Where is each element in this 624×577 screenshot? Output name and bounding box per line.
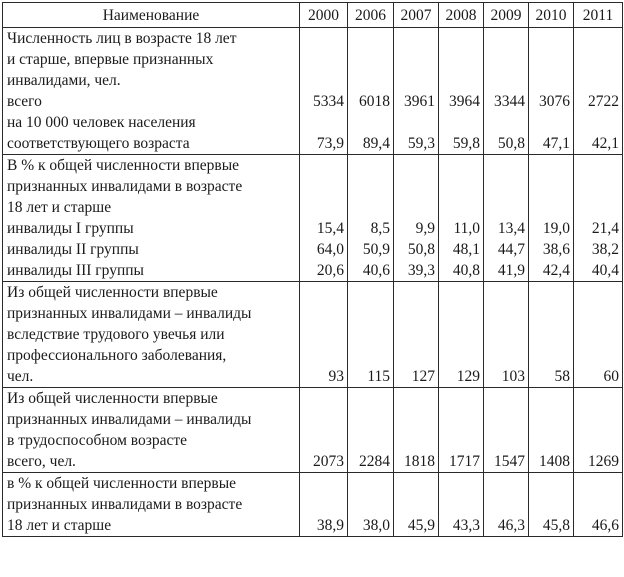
value: [577, 473, 619, 494]
column-header-year: 2010: [529, 3, 574, 28]
value: 1408: [539, 453, 570, 470]
value: [351, 473, 390, 494]
value: 127: [411, 368, 435, 385]
value: [487, 70, 525, 91]
value-cell: [484, 473, 529, 537]
value: 50,8: [497, 135, 525, 152]
value: [487, 155, 525, 176]
row-label-line: 18 лет и старше: [7, 517, 112, 534]
value: [351, 303, 390, 324]
value-cell: [574, 388, 623, 473]
value: [351, 112, 390, 133]
value: 129: [456, 368, 480, 385]
row-label-line: В % к общей численности впервые: [7, 157, 240, 174]
row-label-line: 18 лет и старше: [7, 199, 112, 216]
value: [397, 388, 435, 409]
value: [577, 197, 619, 218]
value-cell: [394, 388, 439, 473]
value: [397, 176, 435, 197]
value: [487, 430, 525, 451]
value: [442, 282, 480, 303]
value: 42,4: [542, 262, 570, 279]
value-cell: [394, 28, 439, 155]
column-header-year: 2011: [574, 3, 623, 28]
value-cell: [574, 155, 623, 282]
value: 59,3: [407, 135, 435, 152]
value-cell: [439, 155, 484, 282]
value: [303, 112, 344, 133]
value-cell: [348, 388, 394, 473]
row-label-line: в % к общей численности впервые: [7, 475, 236, 492]
value: 40,6: [362, 262, 390, 279]
value: [442, 49, 480, 70]
value-cell: [348, 282, 394, 388]
value: [577, 70, 619, 91]
value: [303, 70, 344, 91]
value: [442, 324, 480, 345]
value: [532, 409, 570, 430]
row-label-line: всего: [7, 93, 42, 110]
value: [487, 388, 525, 409]
value-cell: [300, 282, 348, 388]
value: [577, 28, 619, 49]
value: [487, 282, 525, 303]
value: [532, 70, 570, 91]
row-label-line: и старше, впервые признанных: [7, 51, 214, 68]
value: [532, 155, 570, 176]
row-label-line: инвалиды III группы: [7, 262, 144, 279]
value: [532, 176, 570, 197]
value: [532, 388, 570, 409]
row-label-line: профессионального заболевания,: [7, 347, 227, 364]
row-label-line: признанных инвалидами в возрасте: [7, 496, 243, 513]
value-cell: [529, 473, 574, 537]
value: [577, 430, 619, 451]
value-cell: [439, 282, 484, 388]
row-label-line: инвалиды I группы: [7, 220, 134, 237]
value: 115: [367, 368, 390, 385]
column-header-year: 2000: [300, 3, 348, 28]
value: [577, 494, 619, 515]
value: 38,6: [542, 241, 570, 258]
value: [442, 303, 480, 324]
value-cell: [348, 473, 394, 537]
value: 40,8: [452, 262, 480, 279]
value: [351, 49, 390, 70]
value: [532, 282, 570, 303]
value: [303, 430, 344, 451]
value-cell: [484, 388, 529, 473]
value: 11,0: [453, 220, 480, 237]
value: 47,1: [542, 135, 570, 152]
value: [532, 197, 570, 218]
value: 103: [501, 368, 525, 385]
value: [351, 176, 390, 197]
value: [577, 49, 619, 70]
value: [351, 155, 390, 176]
value: [487, 49, 525, 70]
table-row: [3, 388, 623, 473]
value: 38,2: [591, 241, 619, 258]
value: [397, 409, 435, 430]
value-cell: [439, 473, 484, 537]
value-cell: [348, 155, 394, 282]
value: [303, 303, 344, 324]
value: 21,4: [591, 220, 619, 237]
value: [487, 345, 525, 366]
value: [351, 282, 390, 303]
value: [577, 155, 619, 176]
value: [487, 28, 525, 49]
value: [442, 388, 480, 409]
value: 3961: [404, 93, 435, 110]
value-cell: [484, 282, 529, 388]
value: 5334: [313, 93, 344, 110]
value: 1547: [494, 453, 525, 470]
value: [351, 388, 390, 409]
value: 60: [603, 368, 619, 385]
value: [487, 494, 525, 515]
value: [577, 282, 619, 303]
value-cell: [529, 282, 574, 388]
value-cell: [439, 28, 484, 155]
row-label-line: вследствие трудового увечья или: [7, 326, 225, 343]
value: 1269: [588, 453, 619, 470]
value: [442, 473, 480, 494]
row-label-line: Из общей численности впервые: [7, 390, 218, 407]
value: [351, 430, 390, 451]
value-cell: [439, 388, 484, 473]
table-row: [3, 155, 623, 282]
value: [351, 345, 390, 366]
value: [351, 494, 390, 515]
value: 38,0: [362, 517, 390, 534]
value: 45,8: [542, 517, 570, 534]
row-label-line: чел.: [7, 368, 34, 385]
value: 50,8: [407, 241, 435, 258]
value: 6018: [359, 93, 390, 110]
value: [577, 303, 619, 324]
value: [303, 155, 344, 176]
value: 46,3: [497, 517, 525, 534]
value: [397, 155, 435, 176]
value: 20,6: [316, 262, 344, 279]
value: 2722: [588, 93, 619, 110]
value: 73,9: [316, 135, 344, 152]
value: [532, 345, 570, 366]
value: [397, 303, 435, 324]
value: 48,1: [452, 241, 480, 258]
row-label-line: инвалидами, чел.: [7, 72, 121, 89]
row-label-line: инвалиды II группы: [7, 241, 139, 258]
value: 9,9: [415, 220, 435, 237]
value: [442, 28, 480, 49]
value: [397, 197, 435, 218]
value: [303, 176, 344, 197]
value: [532, 473, 570, 494]
row-label-line: Численность лиц в возрасте 18 лет: [7, 30, 237, 47]
value: [397, 70, 435, 91]
value: [577, 345, 619, 366]
value: [303, 388, 344, 409]
value: 1717: [449, 453, 480, 470]
row-label: [3, 473, 300, 537]
statistics-table: [2, 2, 623, 537]
value: [442, 155, 480, 176]
value: 41,9: [497, 262, 525, 279]
value: [303, 345, 344, 366]
value: 43,3: [452, 517, 480, 534]
value: 64,0: [316, 241, 344, 258]
value-cell: [394, 282, 439, 388]
column-header-year: 2007: [394, 3, 439, 28]
value-cell: [394, 473, 439, 537]
value: [577, 409, 619, 430]
value: [487, 324, 525, 345]
header-row: [3, 3, 623, 28]
table-row: [3, 28, 623, 155]
value: 59,8: [452, 135, 480, 152]
table-row: [3, 282, 623, 388]
value: [351, 197, 390, 218]
value: 3076: [539, 93, 570, 110]
row-label-line: признанных инвалидами – инвалиды: [7, 411, 252, 428]
value: [397, 430, 435, 451]
value: [442, 345, 480, 366]
value: [487, 473, 525, 494]
value-cell: [529, 28, 574, 155]
value: [303, 282, 344, 303]
value: 2284: [359, 453, 390, 470]
value: 89,4: [362, 135, 390, 152]
value: [303, 28, 344, 49]
value: 46,6: [591, 517, 619, 534]
row-label: [3, 388, 300, 473]
column-header-name: Наименование: [3, 3, 300, 28]
value-cell: [484, 155, 529, 282]
value: [303, 494, 344, 515]
value: 3964: [449, 93, 480, 110]
column-header-year: 2006: [348, 3, 394, 28]
value: 1818: [404, 453, 435, 470]
row-label-line: на 10 000 человек населения: [7, 114, 196, 131]
value: [487, 409, 525, 430]
value: [442, 494, 480, 515]
value: [532, 49, 570, 70]
value: [577, 324, 619, 345]
value: 19,0: [542, 220, 570, 237]
value: [303, 473, 344, 494]
value: 38,9: [316, 517, 344, 534]
value: [303, 197, 344, 218]
value: [442, 430, 480, 451]
value: 42,1: [591, 135, 619, 152]
row-label: [3, 28, 300, 155]
value: 58: [554, 368, 570, 385]
value: [577, 176, 619, 197]
value: 50,9: [362, 241, 390, 258]
value: [351, 409, 390, 430]
value: [397, 28, 435, 49]
value: [442, 176, 480, 197]
value: [487, 197, 525, 218]
row-label-line: Из общей численности впервые: [7, 284, 218, 301]
value-cell: [300, 473, 348, 537]
value: [532, 494, 570, 515]
value: 2073: [313, 453, 344, 470]
value: [532, 303, 570, 324]
value: [397, 473, 435, 494]
value: [351, 70, 390, 91]
value: 93: [328, 368, 344, 385]
value: 44,7: [497, 241, 525, 258]
row-label-line: всего, чел.: [7, 453, 76, 470]
row-label-line: признанных инвалидами в возрасте: [7, 178, 243, 195]
value: [397, 49, 435, 70]
value: 8,5: [370, 220, 390, 237]
value: [532, 112, 570, 133]
value: 15,4: [316, 220, 344, 237]
value: [351, 28, 390, 49]
value: [303, 324, 344, 345]
value: [303, 49, 344, 70]
value-cell: [574, 282, 623, 388]
value-cell: [300, 28, 348, 155]
value: [397, 494, 435, 515]
value: [487, 176, 525, 197]
value: [532, 28, 570, 49]
value-cell: [300, 388, 348, 473]
value: [397, 112, 435, 133]
value: 40,4: [591, 262, 619, 279]
row-label-line: в трудоспособном возрасте: [7, 432, 188, 449]
value-cell: [529, 388, 574, 473]
value: [397, 282, 435, 303]
table-row: [3, 473, 623, 537]
value-cell: [484, 28, 529, 155]
row-label: [3, 282, 300, 388]
value: [303, 409, 344, 430]
value-cell: [394, 155, 439, 282]
value: [442, 197, 480, 218]
value-cell: [348, 28, 394, 155]
value-cell: [574, 28, 623, 155]
value: 45,9: [407, 517, 435, 534]
value: [351, 324, 390, 345]
column-header-year: 2009: [484, 3, 529, 28]
value: [532, 324, 570, 345]
value: [442, 70, 480, 91]
column-header-year: 2008: [439, 3, 484, 28]
value: [487, 112, 525, 133]
row-label-line: признанных инвалидами – инвалиды: [7, 305, 252, 322]
value: [577, 388, 619, 409]
value: 3344: [494, 93, 525, 110]
value: 13,4: [497, 220, 525, 237]
value: [487, 303, 525, 324]
value: [532, 430, 570, 451]
value-cell: [529, 155, 574, 282]
value: 39,3: [407, 262, 435, 279]
row-label-line: соответствующего возраста: [7, 135, 190, 152]
value-cell: [300, 155, 348, 282]
value: [397, 345, 435, 366]
value: [442, 409, 480, 430]
value: [397, 324, 435, 345]
row-label: [3, 155, 300, 282]
value: [442, 112, 480, 133]
value: [577, 112, 619, 133]
value-cell: [574, 473, 623, 537]
